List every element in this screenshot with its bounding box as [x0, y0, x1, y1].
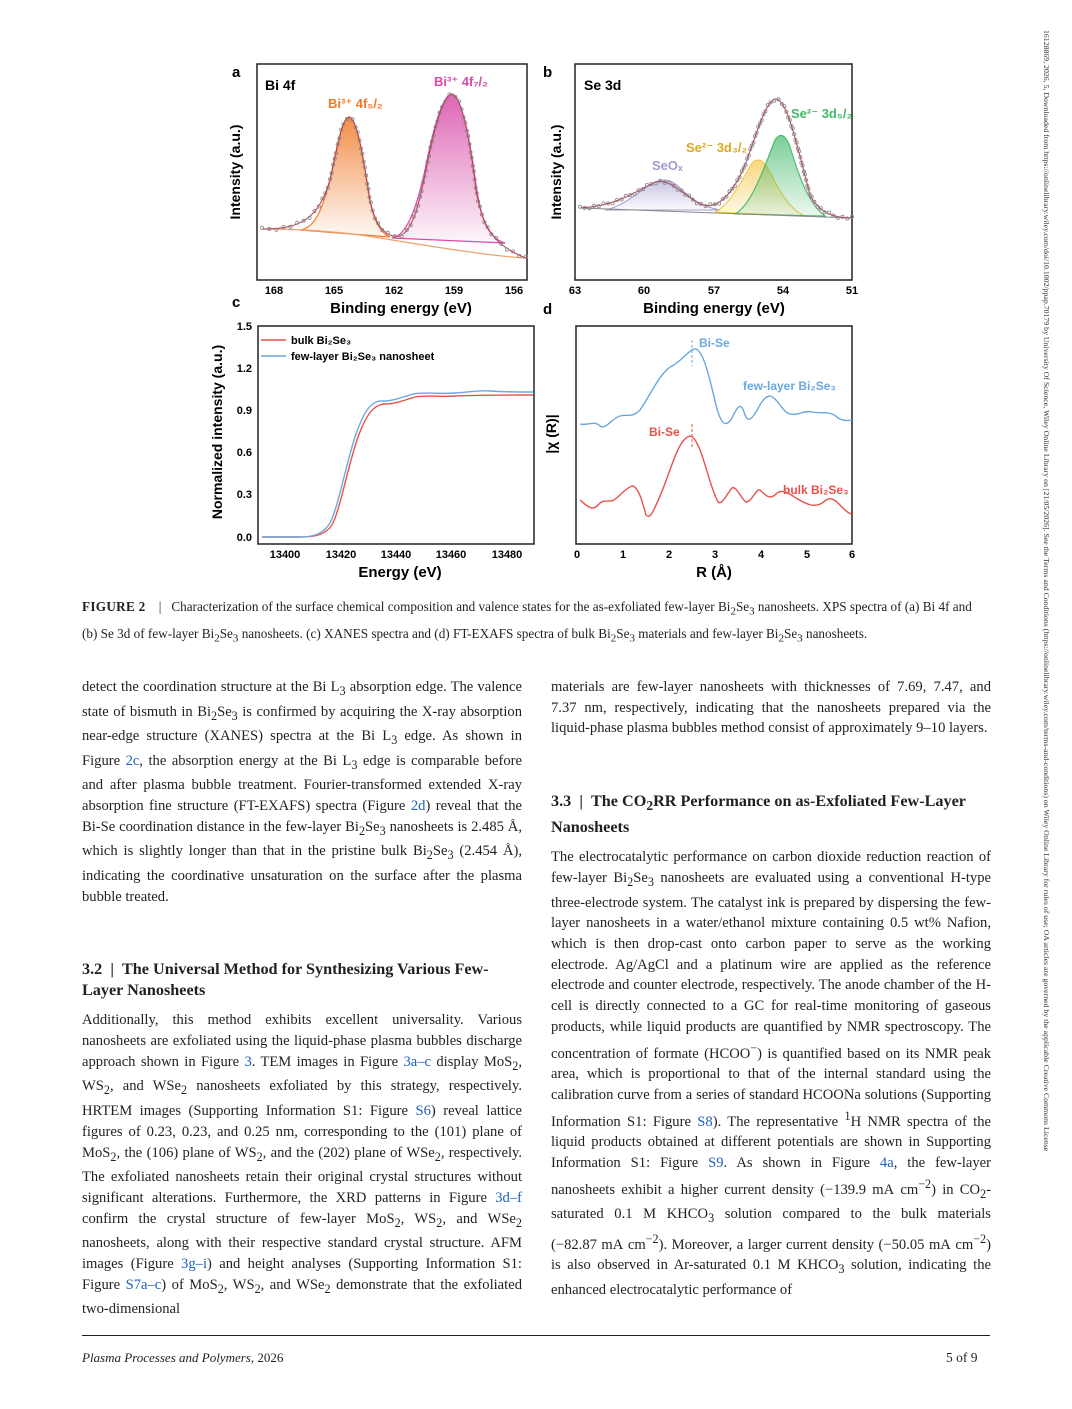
figure-link[interactable]: 3 [244, 1053, 252, 1070]
panel-c-ytick: 1.5 [236, 321, 252, 333]
panel-d-xtick: 2 [665, 549, 673, 561]
panel-a-xtick: 165 [324, 285, 344, 297]
panel-b-peak3-label: Se²⁻ 3d₅/₂ [791, 106, 853, 121]
figure-link[interactable]: 3a–c [403, 1053, 432, 1070]
seox-peak-fill [605, 180, 720, 210]
figure-link[interactable]: 3g–i [181, 1255, 207, 1272]
panel-d-series2-label: bulk Bi₂Se₃ [783, 483, 849, 497]
panel-b-xtick: 63 [568, 285, 582, 297]
panel-c-xtick: 13440 [380, 549, 412, 561]
panel-d-xtick: 1 [619, 549, 627, 561]
panel-a-xtick: 156 [504, 285, 524, 297]
panel-d-xtick: 3 [711, 549, 719, 561]
panel-c-xtick: 13480 [491, 549, 523, 561]
panel-a-xticks [265, 285, 523, 297]
panel-b-peak2-label: Se²⁻ 3d₃/₂ [686, 140, 748, 155]
panel-c-ylabel: Normalized intensity (a.u.) [209, 344, 225, 520]
panel-c-legend [261, 335, 435, 363]
figure-2 [0, 0, 1072, 590]
panel-d-frame [576, 326, 852, 544]
panel-d-xtick: 4 [757, 549, 765, 561]
caption-separator: | [158, 599, 162, 614]
panel-a-xps-bi4f [227, 64, 528, 317]
figure-caption [82, 596, 990, 649]
figure-link[interactable]: 2d [410, 798, 426, 815]
panel-b-xtick: 54 [776, 285, 790, 297]
panel-b-peak1-label: SeOₓ [652, 158, 683, 173]
panel-d-xtick: 5 [803, 549, 811, 561]
panel-a-xtick: 168 [264, 285, 284, 297]
panel-c-xtick: 13420 [325, 549, 357, 561]
panel-d-xtick: 6 [848, 549, 856, 561]
panel-d-xlabel: R (Å) [696, 564, 732, 581]
panel-d-xtick: 0 [573, 549, 581, 561]
panel-d-ftexafs [543, 326, 855, 581]
left-column [82, 677, 522, 1320]
panel-c-xticks [270, 549, 523, 561]
legend-label-bulk: bulk Bi₂Se₃ [291, 335, 352, 347]
figure-link[interactable]: S6 [415, 1103, 431, 1120]
panel-a-ylabel: Intensity (a.u.) [227, 124, 243, 220]
panel-b-xlabel: Binding energy (eV) [643, 300, 785, 317]
body-paragraph: Additionally, this method exhibits excellent universality. Various nanosheets are exfoliated using the liquid-phase plasma bubbles discharge approach shown in Figure 3. TEM images in Figure 3a–c display MoS$_2$, $WS_2$, and WSe$_2$ nanosheets exfoliated by this strategy, respectively. HRTEM images (Supporting Information S1: Figure S6) reveal lattice figures of 0.23, 0.23, and 0.25 nm, corresponding to the (101) plane of MoS$_2$, the (106) plane of $WS_2$, and the (202) plane of WSe$_2$, respectively. The exfoliated nanosheets retain their original crystal structures without significant alterations. Furthermore, the XRD patterns in Figure 3d–f confirm the crystal structure of few-layer MoS$_2$, $WS_2$, and WSe$_2$ nanosheets, along with their respective standard crystal structure. AFM images (Figure 3g–i) and height analyses (Supporting Information S1: Figure S7a–c) of MoS$_2$, $WS_2$, and WSe$_2$ demonstrate that the exfoliated two-dimensional [82, 1012, 522, 1318]
panel-label-d: d [543, 301, 553, 318]
panel-label-b: b [543, 64, 553, 81]
bi-4f72-peak-fill [392, 94, 505, 243]
panel-d-ylabel: |χ (R)| [543, 414, 559, 454]
panel-a-frame [257, 64, 527, 280]
footer-page-number: 5 of 9 [946, 1350, 978, 1365]
section-heading-3-3: 3.3 | The $CO_2RR$ Performance on as-Exfoliated Few-Layer Nanosheets [551, 792, 966, 836]
panel-b-ylabel: Intensity (a.u.) [548, 124, 564, 220]
figure-link[interactable]: S7a–c [125, 1276, 162, 1293]
legend-label-fewlayer: few-layer Bi₂Se₃ nanosheet [291, 351, 435, 363]
panel-c-xtick: 13460 [435, 549, 467, 561]
figure-link[interactable]: 4a [879, 1154, 894, 1171]
figure-link[interactable]: 2c [125, 752, 140, 769]
panel-b-xtick: 51 [845, 285, 859, 297]
panel-c-ytick: 0.0 [236, 532, 252, 544]
panel-d-series1-label: few-layer Bi₂Se₃ [743, 379, 836, 393]
panel-c-ytick: 0.6 [236, 447, 252, 459]
panel-c-ytick: 1.2 [236, 363, 252, 375]
panel-b-title: Se 3d [584, 77, 622, 93]
caption-text: Characterization of the surface chemical composition and valence states for the as-exfoliated few-layer $Bi_2Se_3$ nanosheets. XPS spectra of (a) Bi 4f and (b) Se 3d of few-layer $Bi_2Se_3$ nanosheets. (c) XANES spectra and (d) FT-EXAFS spectra of bulk $Bi_2Se_3$ materials and few-layer $Bi_2Se_3$ nanosheets. [82, 599, 972, 645]
figure-link[interactable]: S9 [708, 1154, 724, 1171]
panel-a-xtick: 159 [444, 285, 464, 297]
figure-link[interactable]: S8 [697, 1113, 713, 1130]
panel-a-xlabel: Binding energy (eV) [330, 300, 472, 317]
panel-label-a: a [232, 64, 241, 81]
panel-b-xtick: 57 [707, 285, 721, 297]
download-notice-text: 16128869, 2026, 5, Downloaded from https://onlinelibrary.wiley.com/doi/10.1002/ppap.70179 by University Of Science, Wiley Online Library on [21/05/2026]. See the Terms and Conditions (https://onlinelibrary.wiley.com/terms-and-conditions) on Wiley Online Library for rules of use; OA articles are governed by the applicable Creative Commons License [1042, 30, 1051, 1152]
body-paragraph: materials are few-layer nanosheets with thicknesses of 7.69, 7.47, and 7.37 nm, respectively, indicating that the nanosheets prepared via the liquid-phase plasma bubbles method consist of approximately 9–10 layers. [551, 679, 991, 737]
body-paragraph: detect the coordination structure at the Bi $L_3$ absorption edge. The valence state of bismuth in $Bi_2Se_3$ is confirmed by acquiring the X-ray absorption near-edge structure (XANES) spectra at the Bi $L_3$ edge. As shown in Figure 2c, the absorption energy at the Bi $L_3$ edge is comparable before and after plasma bubble treatment. Fourier-transformed extended X-ray absorption fine structure (FT-EXAFS) spectra (Figure 2d) reveal that the Bi-Se coordination distance in the few-layer $Bi_2Se_3$ nanosheets is 2.485 Å, which is slightly longer than that in the pristine bulk $Bi_2Se_3$ (2.454 Å), indicating the coordinative unsaturation on the surface after the plasma bubble treated. [82, 679, 522, 905]
panel-c-ytick: 0.9 [236, 405, 252, 417]
panel-c-yticks [237, 321, 252, 544]
panel-label-c: c [232, 294, 241, 311]
panel-c-xtick: 13400 [269, 549, 301, 561]
panel-d-label-top: Bi-Se [699, 336, 730, 350]
panel-a-peak2-label: Bi³⁺ 4f₇/₂ [434, 74, 488, 89]
body-paragraph: The electrocatalytic performance on carbon dioxide reduction reaction of few-layer $Bi_2Se_3$ nanosheets are evaluated using a conventional H-type three-electrode system. The catalyst ink is prepared by dispersing the few-layer nanosheets in a water/ethanol mixture containing 0.5 wt% Nafion, which is then drop-cast onto carbon paper to serve as the working electrode. Ag/AgCl and a platinum wire are applied as the reference electrode and counter electrode, respectively. The anode chamber of the H-cell is directly connected to a GC for real-time monitoring of gaseous products, while liquid products are quantified by NMR spectroscopy. The concentration of formate (HCOO−) is quantified based on its NMR peak area, which is proportional to that of the internal standard using the calibration curve from a series of standard HCOONa solutions (Supporting Information S1: Figure S8). The representative $^1$H NMR spectra of the liquid products obtained at different potentials are shown in Supporting Information S1: Figure S9. As shown in Figure 4a, the few-layer nanosheets exhibit a higher current density (−139.9 mA $cm^{-2}$) in $CO_2$-saturated 0.1 M $KHCO_3$ solution compared to the bulk materials (−82.87 mA $cm^{-2}$). Moreover, a larger current density (−50.05 mA $cm^{-2}$) is also observed in Ar-saturated 0.1 M $KHCO_3$ solution, indicating the enhanced electrocatalytic performance of [551, 849, 991, 1298]
exafs-bulk-line [580, 436, 852, 516]
right-column [551, 677, 991, 1300]
xanes-bulk-line [262, 395, 533, 537]
panel-c-xanes [209, 321, 534, 581]
panel-b-frame [575, 64, 852, 280]
xanes-fewlayer-line [262, 391, 533, 537]
panel-d-xticks [574, 549, 855, 561]
panel-a-xtick: 162 [384, 285, 404, 297]
panel-b-xtick: 60 [637, 285, 651, 297]
panel-a-title: Bi 4f [265, 77, 296, 93]
footer-rule [82, 1335, 990, 1336]
panel-b-xticks [569, 285, 858, 297]
section-heading-3-2: 3.2 | The Universal Method for Synthesizing Various Few-Layer Nanosheets [82, 960, 489, 999]
caption-label: FIGURE 2 [82, 599, 146, 614]
panel-a-peak1-label: Bi³⁺ 4f₅/₂ [328, 96, 383, 111]
panel-c-ytick: 0.3 [236, 489, 252, 501]
footer-journal: Plasma Processes and Polymers, 2026 [82, 1350, 284, 1365]
panel-c-xlabel: Energy (eV) [358, 564, 442, 581]
panel-d-label-bottom: Bi-Se [649, 425, 680, 439]
panel-b-xps-se3d [548, 64, 858, 317]
figure-link[interactable]: 3d–f [495, 1189, 522, 1206]
download-notice-sidebar [1038, 30, 1052, 1380]
